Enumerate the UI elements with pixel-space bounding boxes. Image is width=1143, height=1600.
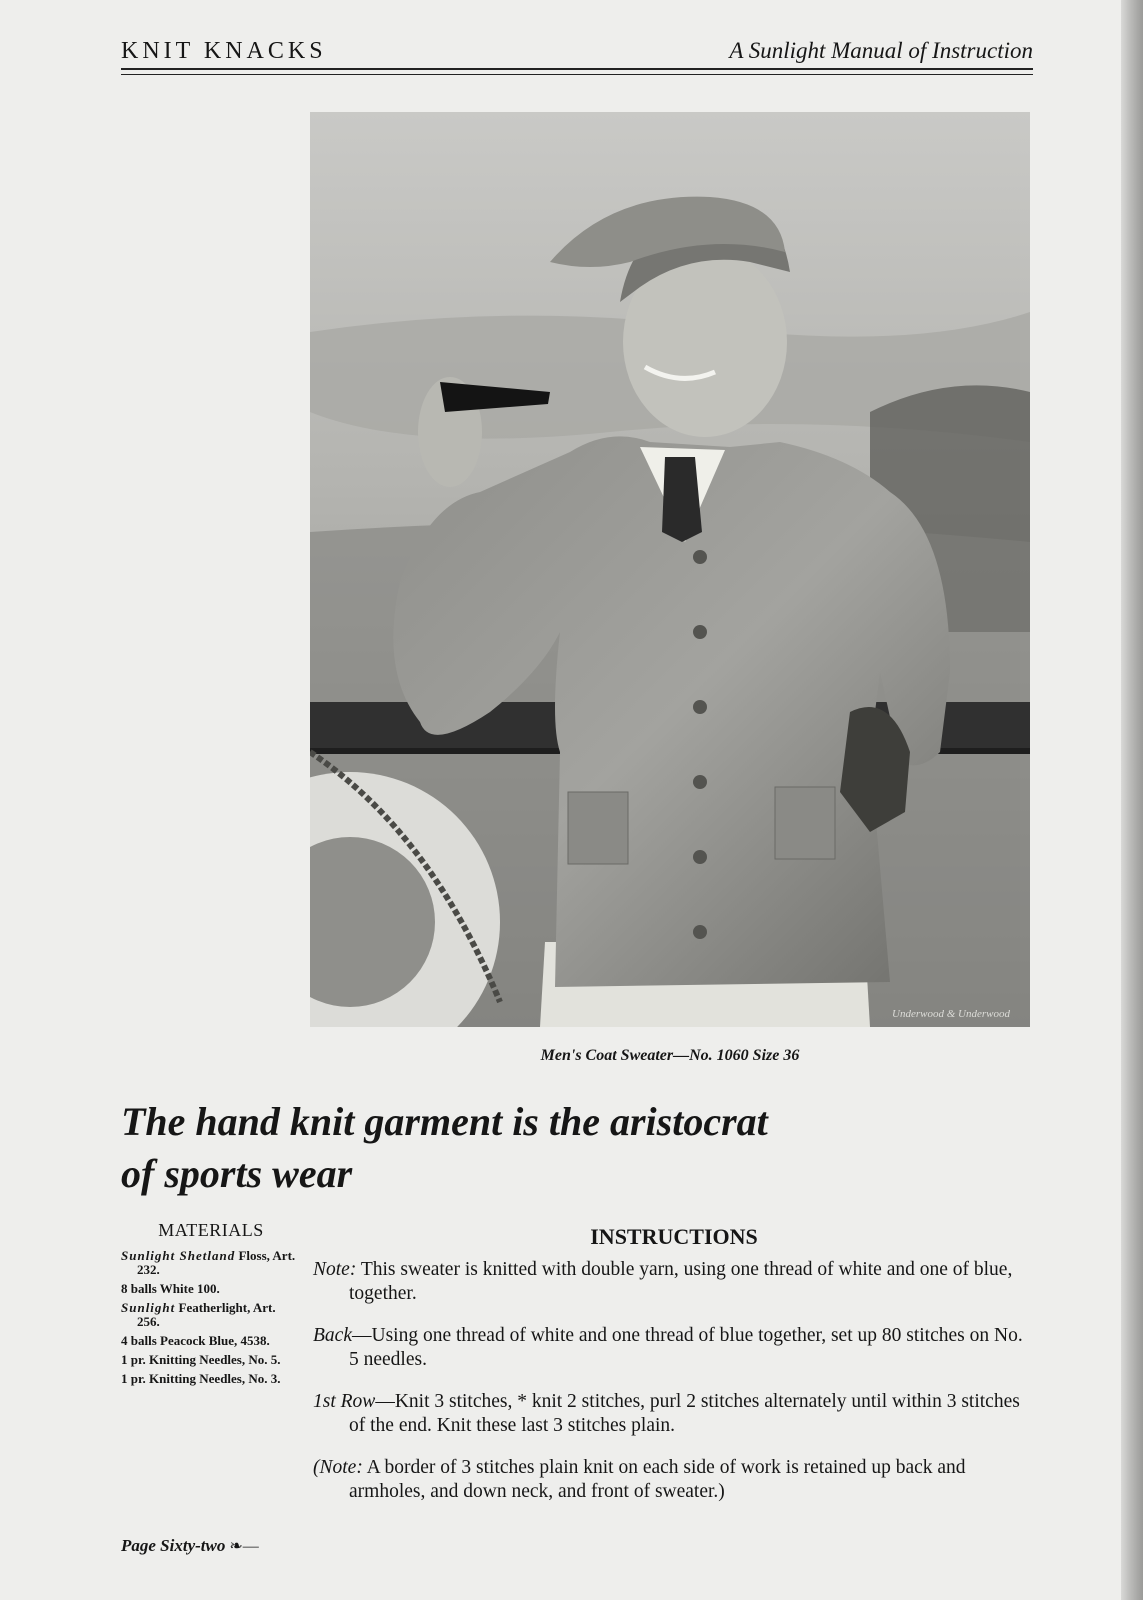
materials-title: MATERIALS (158, 1220, 264, 1240)
page-number: Page Sixty-two (121, 1536, 226, 1555)
page-edge (1121, 0, 1143, 1600)
running-header (121, 36, 1033, 72)
photo-caption: Men's Coat Sweater—No. 1060 Size 36 (540, 1047, 800, 1064)
paragraph-lead: 1st Row (313, 1391, 376, 1412)
instruction-paragraph (313, 1456, 1035, 1504)
instructions-section (313, 1224, 1035, 1522)
paragraph-text: —Using one thread of white and one thread of blue together, set up 80 stitches on No. 5 needles. (349, 1325, 1023, 1370)
header-book-title: KNIT KNACKS (121, 38, 327, 64)
instruction-paragraph (313, 1324, 1035, 1372)
material-brand: Sunlight (121, 1300, 176, 1315)
material-item (121, 1282, 301, 1296)
paragraph-text: This sweater is knitted with double yarn, using one thread of white and one of blue, together. (349, 1259, 1013, 1304)
material-item (121, 1372, 301, 1386)
instruction-paragraph (313, 1258, 1035, 1306)
photo-illustration (310, 112, 1030, 1027)
materials-list (121, 1220, 301, 1391)
material-detail: 4 balls Peacock Blue, 4538. (121, 1333, 270, 1348)
headline-line-1: The hand knit garment is the aristocrat (121, 1099, 768, 1144)
paragraph-text: A border of 3 stitches plain knit on each side of work is retained up back and armholes, and down neck, and front of sweater.) (349, 1457, 966, 1502)
paragraph-lead: (Note: (313, 1457, 363, 1478)
material-detail: 1 pr. Knitting Needles, No. 3. (121, 1371, 281, 1386)
material-brand: Sunlight Shetland (121, 1248, 236, 1263)
material-detail: 1 pr. Knitting Needles, No. 5. (121, 1352, 281, 1367)
material-item (121, 1334, 301, 1348)
photo-signature: Underwood & Underwood (892, 1008, 1010, 1020)
paragraph-lead: Note: (313, 1259, 357, 1280)
material-item (121, 1301, 301, 1329)
material-item (121, 1353, 301, 1367)
headline-line-2: of sports wear (121, 1151, 353, 1196)
header-rule (121, 68, 1033, 75)
page-headline (121, 1096, 921, 1200)
material-detail: Featherlight, Art. 256. (137, 1300, 276, 1329)
material-detail: 8 balls White 100. (121, 1281, 220, 1296)
paragraph-lead: Back (313, 1325, 352, 1346)
page-footer (121, 1536, 259, 1556)
instruction-paragraph (313, 1390, 1035, 1438)
ornament-icon: ❧— (229, 1538, 259, 1555)
instructions-title: INSTRUCTIONS (590, 1224, 758, 1249)
material-detail: Floss, Art. 232. (137, 1248, 296, 1277)
paragraph-text: —Knit 3 stitches, * knit 2 stitches, purl 2 stitches alternately until within 3 stitches of the end. Knit these last 3 stitches plain. (349, 1391, 1020, 1436)
material-item (121, 1249, 301, 1277)
header-manual-title: A Sunlight Manual of Instruction (729, 38, 1033, 63)
sweater-photo (310, 112, 1030, 1027)
